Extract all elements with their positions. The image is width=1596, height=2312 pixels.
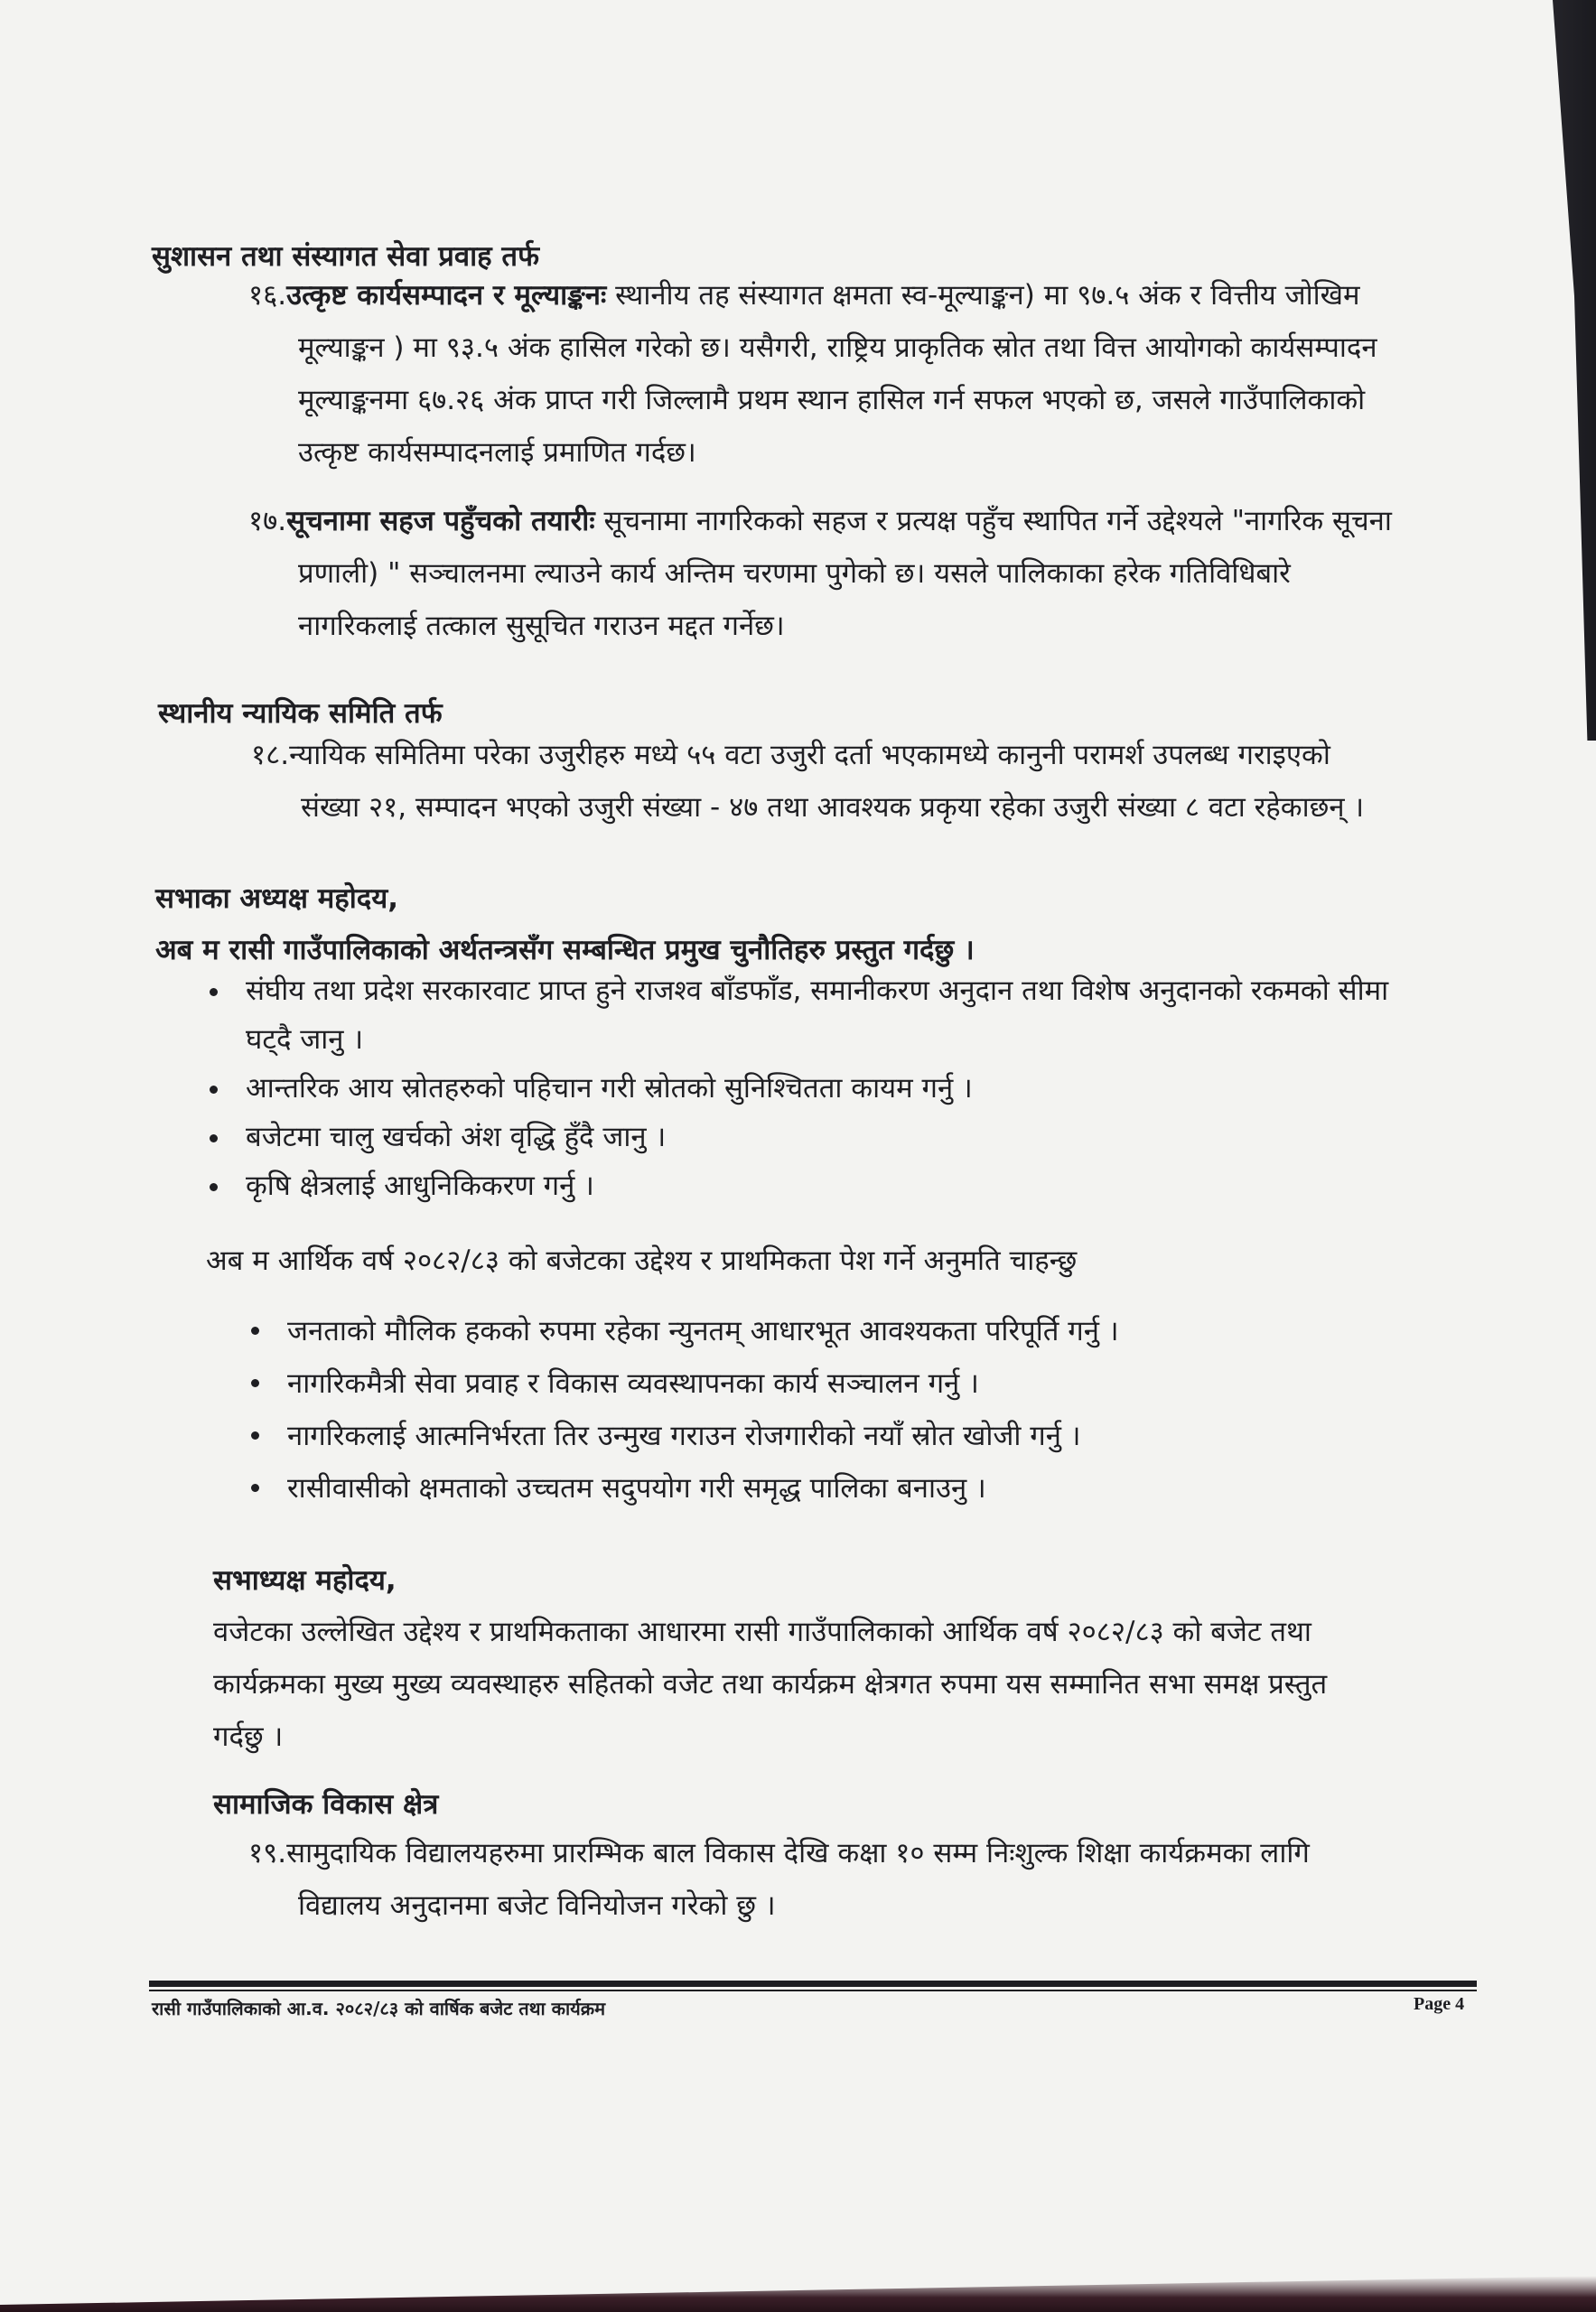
- budget-line2: कार्यक्रमका मुख्य मुख्य व्यवस्थाहरु सहितको वजेट तथा कार्यक्रम क्षेत्रगत रुपमा यस सम्मानित सभा समक्ष प्रस्तुत: [213, 1668, 1328, 1701]
- objective-2: नागरिकमैत्री सेवा प्रवाह र विकास व्यवस्थापनका कार्य सञ्चालन गर्नु ।: [287, 1367, 979, 1400]
- list-item: [201, 1113, 1388, 1161]
- objective-4: रासीवासीको क्षमताको उच्चतम सदुपयोग गरी समृद्ध पालिका बनाउनु ।: [287, 1472, 986, 1505]
- challenge-2: आन्तरिक आय स्रोतहरुको पहिचान गरी स्रोतको सुनिश्चितता कायम गर्नु ।: [246, 1072, 973, 1105]
- item-17-line1: सूचनामा नागरिकको सहज र प्रत्यक्ष पहुँच स्थापित गर्ने उद्देश्यले "नागरिक सूचना: [603, 505, 1392, 537]
- challenge-1-line2: घट्दै जानु ।: [246, 1023, 364, 1056]
- item-17-line3: नागरिकलाई तत्काल सुसूचित गराउन मद्दत गर्नेछ।: [298, 610, 785, 642]
- judicial-heading: स्थानीय न्यायिक समिति तर्फ: [158, 697, 443, 730]
- speaker-address: सभाध्यक्ष महोदय,: [213, 1564, 397, 1597]
- item-16-line4: उत्कृष्ट कार्यसम्पादनलाई प्रमाणित गर्दछ।: [298, 436, 696, 469]
- objectives-list: [242, 1305, 1119, 1515]
- footer-divider: [149, 1981, 1477, 1987]
- list-item: [242, 1357, 1119, 1410]
- objectives-intro: अब म आर्थिक वर्ष २०८२/८३ को बजेटका उद्देश्य र प्राथमिकता पेश गर्ने अनुमति चाहन्छु: [206, 1245, 1078, 1277]
- item-18-line1: न्यायिक समितिमा परेका उजुरीहरु मध्ये ५५ वटा उजुरी दर्ता भएकामध्ये कानुनी परामर्श उपलब्ध गराइएको: [289, 739, 1330, 771]
- item-17-line2: प्रणाली) " सञ्चालनमा ल्याउने कार्य अन्तिम चरणमा पुगेको छ। यसले पालिकाका हरेक गतिविधिबारे: [298, 557, 1291, 590]
- item-16-line2: मूल्याङ्कन ) मा ९३.५ अंक हासिल गरेको छ। यसैगरी, राष्ट्रिय प्राकृतिक स्रोत तथा वित्त आयोगको कार्यसम्पादन: [298, 331, 1377, 364]
- item-17-number: १७.: [248, 505, 287, 537]
- budget-paragraph: [213, 1606, 1327, 1763]
- item-17-title: सूचनामा सहज पहुँचको तयारीः: [286, 505, 595, 537]
- objective-1: जनताको मौलिक हकको रुपमा रहेका न्युनतम् आधारभूत आवश्यकता परिपूर्ति गर्नु ।: [287, 1315, 1119, 1347]
- item-19-line1: सामुदायिक विद्यालयहरुमा प्रारम्भिक बाल विकास देखि कक्षा १० सम्म निःशुल्क शिक्षा कार्यक्रमका लागि: [286, 1837, 1310, 1869]
- objective-3: नागरिकलाई आत्मनिर्भरता तिर उन्मुख गराउन रोजगारीको नयाँ स्रोत खोजी गर्नु ।: [287, 1420, 1081, 1452]
- footer-title: रासी गाउँपालिकाको आ.व. २०८२/८३ को वार्षिक बजेट तथा कार्यक्रम: [152, 1998, 606, 2019]
- list-item: [242, 1410, 1119, 1462]
- item-19-line2: विद्यालय अनुदानमा बजेट विनियोजन गरेको छु ।: [298, 1889, 776, 1922]
- challenge-4: कृषि क्षेत्रलाई आधुनिकिकरण गर्नु ।: [246, 1170, 594, 1202]
- list-item: [201, 966, 1388, 1064]
- challenges-intro: अब म रासी गाउँपालिकाको अर्थतन्त्रसँग सम्बन्धित प्रमुख चुनौतिहरु प्रस्तुत गर्दछु ।: [155, 934, 975, 966]
- item-16-title: उत्कृष्ट कार्यसम्पादन र मूल्याङ्कनः: [286, 279, 607, 312]
- challenge-1-line1: संघीय तथा प्रदेश सरकारवाट प्राप्त हुने राजश्व बाँडफाँड, समानीकरण अनुदान तथा विशेष अनुदानको रकमको सीमा: [246, 974, 1389, 1007]
- item-16-number: १६.: [248, 279, 287, 312]
- item-18-line2: संख्या २१, सम्पादन भएको उजुरी संख्या - ४७ तथा आवश्यक प्रकृया रहेका उजुरी संख्या ८ वटा रहेकाछन् ।: [301, 791, 1365, 824]
- item-19: [248, 1827, 1310, 1932]
- footer-divider-thin: [149, 1990, 1477, 1991]
- list-item: [201, 1161, 1388, 1210]
- budget-line1: वजेटका उल्लेखित उद्देश्य र प्राथमिकताका आधारमा रासी गाउँपालिकाको आर्थिक वर्ष २०८२/८३ को बजेट तथा: [213, 1616, 1311, 1648]
- list-item: [242, 1305, 1119, 1357]
- challenge-3: बजेटमा चालु खर्चको अंश वृद्धि हुँदै जानु ।: [246, 1121, 667, 1153]
- item-19-number: १९.: [248, 1837, 287, 1869]
- list-item: [201, 1064, 1388, 1113]
- challenges-list: [201, 966, 1388, 1210]
- budget-line3: गर्दछु ।: [213, 1720, 284, 1753]
- item-18-number: १८.: [251, 739, 290, 771]
- item-18: [251, 729, 1364, 834]
- governance-heading: सुशासन तथा संस्यागत सेवा प्रवाह तर्फ: [152, 240, 539, 273]
- item-16-line3: मूल्याङ्कनमा ६७.२६ अंक प्राप्त गरी जिल्लामै प्रथम स्थान हासिल गर्न सफल भएको छ, जसले गाउँपालिकाको: [298, 384, 1366, 416]
- list-item: [242, 1462, 1119, 1515]
- page-number: Page 4: [1414, 1994, 1465, 2014]
- social-heading: सामाजिक विकास क्षेत्र: [213, 1788, 439, 1821]
- item-16-line1: स्थानीय तह संस्यागत क्षमता स्व-मूल्याङ्कन) मा ९७.५ अंक र वित्तीय जोखिम: [615, 279, 1360, 312]
- item-16: [248, 269, 1377, 479]
- chair-address: सभाका अध्यक्ष महोदय,: [155, 882, 398, 915]
- item-17: [248, 495, 1392, 652]
